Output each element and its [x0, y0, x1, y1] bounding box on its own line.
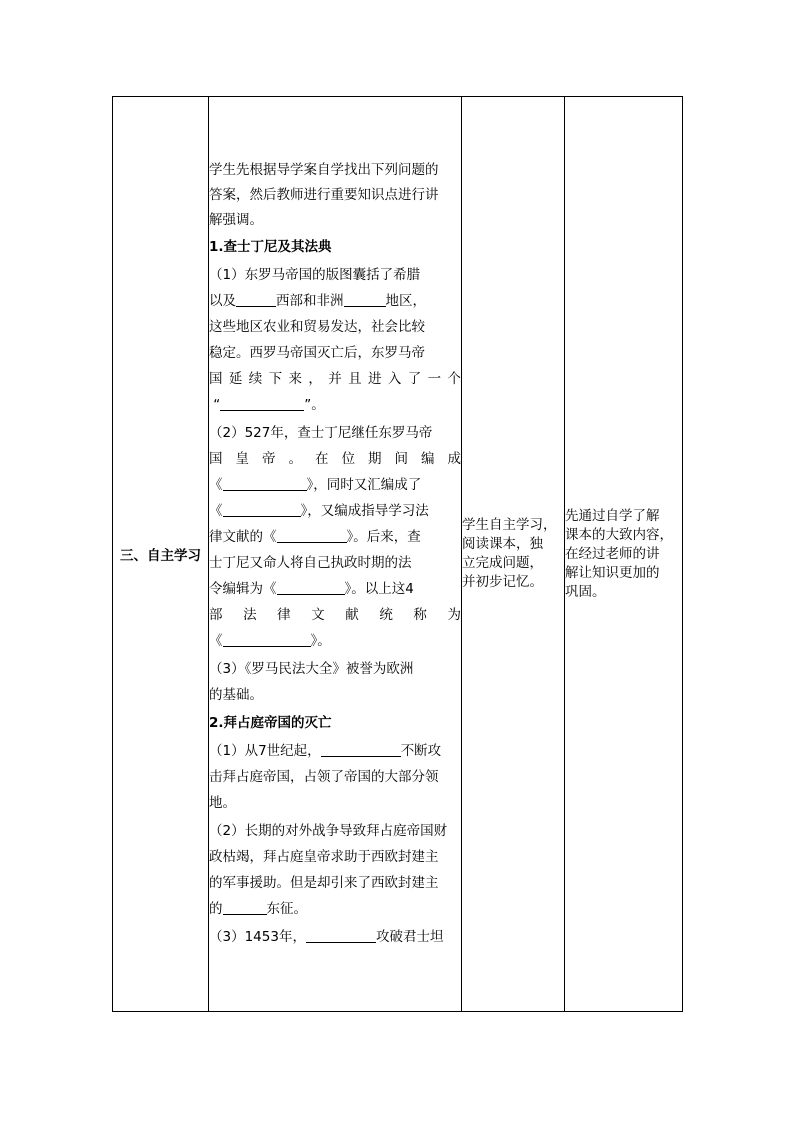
- answer-blank[interactable]: [306, 927, 376, 943]
- question-2-2: （2）长期的对外战争导致拜占庭帝国财 政枯竭，拜占庭皇帝求助于西欧封建主 的军事援助。但是却引来了西欧封建主 的 东征。: [209, 822, 448, 917]
- intro-text: 学生先根据导学案自学找出下列问题的 答案，然后教师进行重要知识点进行讲 解强调。: [209, 161, 439, 228]
- question-1-2: （2）527年，查士丁尼继任东罗马帝 国皇帝。在位期间编成 《 》，同时又汇编成了 《 》，又编成指导学习法 律文献的《 》。后来，查 士丁尼又命人将自己执政时期的法 令编辑为《 》。以上这4 部法律文献统称为 《 》。: [209, 424, 461, 649]
- section-label: 三、自主学习: [113, 97, 209, 1012]
- answer-blank[interactable]: [277, 527, 347, 543]
- heading-justinian: 1.查士丁尼及其法典: [209, 238, 332, 255]
- question-2-3: （3）1453年， 攻破君士坦: [209, 928, 444, 945]
- answer-blank[interactable]: [321, 741, 401, 757]
- design-intent-cell: 先通过自学了解 课本的大致内容， 在经过老师的讲 解让知识更加的 巩固。: [565, 97, 683, 1012]
- question-2-1: （1）从7世纪起， 不断攻 击拜占庭帝国，占领了帝国的大部分领 地。: [209, 742, 442, 811]
- lesson-table: [112, 96, 683, 1012]
- answer-blank[interactable]: [223, 475, 307, 491]
- answer-blank[interactable]: [277, 579, 345, 595]
- question-1-3: （3）《罗马民法大全》被誉为欧洲 的基础。: [209, 660, 414, 703]
- teaching-content-cell: [209, 97, 462, 1012]
- answer-blank[interactable]: [223, 501, 301, 517]
- answer-blank[interactable]: [223, 899, 267, 915]
- answer-blank[interactable]: [223, 631, 311, 647]
- heading-byzantine-fall: 2.拜占庭帝国的灭亡: [209, 714, 332, 731]
- student-activity-cell: 学生自主学习， 阅读课本，独 立完成问题， 并初步记忆。: [462, 97, 565, 1012]
- table-row: [113, 97, 683, 1012]
- answer-blank[interactable]: [220, 395, 304, 411]
- answer-blank[interactable]: [344, 291, 386, 307]
- answer-blank[interactable]: [236, 291, 276, 307]
- question-1-1: （1）东罗马帝国的版图囊括了希腊 以及 西部和非洲 地区， 这些地区农业和贸易发达，社会比较 稳定。西罗马帝国灭亡后，东罗马帝 国延续下来，并且进入了一个 “ ”。: [209, 266, 461, 413]
